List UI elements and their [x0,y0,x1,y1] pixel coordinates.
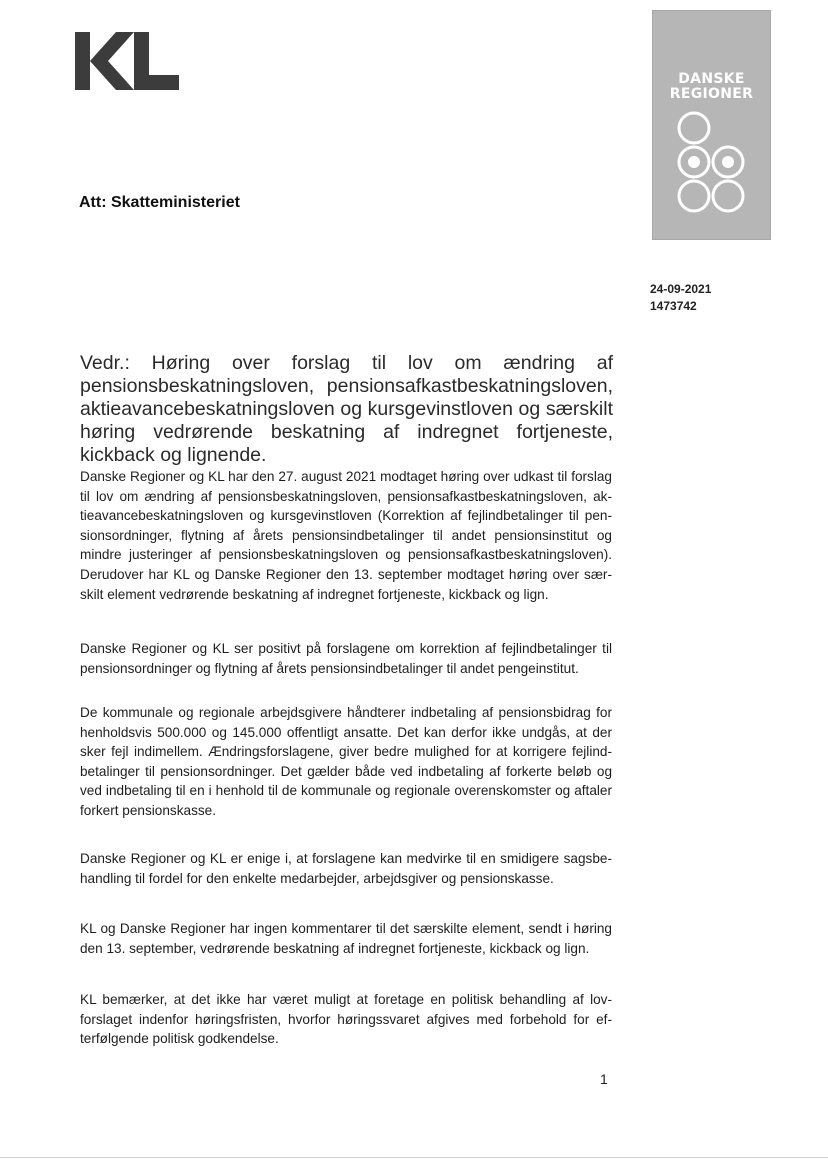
subject-heading: Vedr.: Høring over forslag til lov om ændring af pensionsbeskatningsloven, pensionsafkastbeskatningsloven, aktieavancebeskatningsloven og kursgevinstloven og særskilt høring vedrørende beskatning af indregnet fortjeneste, kickback og lignende. [80,352,613,466]
danske-regioner-logo [652,10,771,240]
document-meta [650,281,711,315]
danske-regioner-name: DANSKE REGIONER [669,71,754,102]
paragraph-5: KL og Danske Regioner har ingen kommentarer til det særskilte element, sendt i høring den 13. september, vedrørende beskatning af indregnet fortjeneste, kickback og lign. [80,921,612,956]
paragraph-1: Danske Regioner og KL har den 27. august 2021 modtaget høring over udkast til forslag til lov om ændring af pensionsbeskatningsloven, pensionsafkastbeskatningsloven, aktieavancebeskatningsloven og kursgevinstloven (Korrektion af fejlindbetalinger til pensionsordninger, flytning af årets pensionsindbetalinger til andet pensionsinstitut og mindre justeringer af pensionsbeskatningsloven og pensionsafkastbeskatningsloven). Derudover har KL og Danske Regioner den 13. september modtaget høring over særskilt element vedrørende beskatning af indregnet fortjeneste, kickback og lign. [80,469,612,602]
kl-logo-icon [72,30,182,92]
document-date: 24-09-2021 [650,282,712,296]
danske-regioner-wordmark [653,72,770,102]
recipient-attention: Att: Skatteministeriet [79,194,240,211]
paragraph-6: KL bemærker, at det ikke har været muligt at foretage en politisk behandling af lovforslaget indenfor høringsfristen, hvorfor høringssvaret afgives med forbehold for efterfølgende politisk godkendelse. [80,992,612,1047]
paragraph-4: Danske Regioner og KL er enige i, at forslagene kan medvirke til en smidigere sagsbehandling til fordel for den enkelte medarbejder, arbejdsgiver og pensionskasse. [80,851,612,886]
page-number: 1 [600,1071,608,1087]
paragraph-2: Danske Regioner og KL ser positivt på forslagene om korrektion af fejlindbetalinger til pensionsordninger og flytning af årets pensionsindbetalinger til andet pengeinstitut. [80,641,612,676]
document-reference: 1473742 [650,299,697,313]
circles-logo-icon [653,111,772,236]
page-bottom-divider [0,1157,828,1158]
kl-logo [72,30,182,92]
paragraph-3: De kommunale og regionale arbejdsgivere håndterer indbetaling af pensionsbidrag for henholdsvis 500.000 og 145.000 offentligt ansatte. Det kan derfor ikke undgås, at der sker fejl indimellem. Ændringsforslagene, giver bedre mulighed for at korrigere fejlindbetalinger til pensionsordninger. Det gælder både ved indbetaling af forkerte beløb og ved indbetaling til en i henhold til de kommunale og regionale overenskomster og aftaler forkert pensionskasse. [80,705,612,818]
